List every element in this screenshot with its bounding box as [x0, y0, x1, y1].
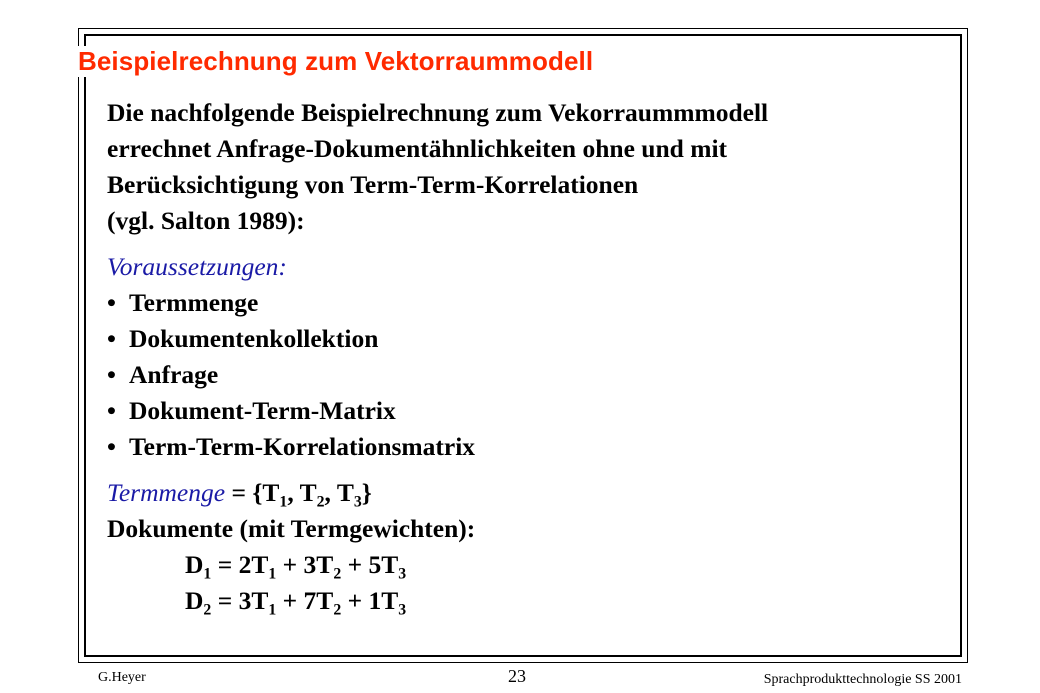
spacer — [107, 239, 952, 249]
subscript: 1 — [268, 565, 277, 583]
intro-line: Berücksichtigung von Term-Term-Korrelationen — [107, 170, 639, 199]
spacer — [107, 465, 952, 475]
prereq-list — [107, 285, 952, 465]
termmenge-text: = {T — [225, 478, 280, 507]
document-formula — [107, 547, 952, 583]
subscript: 1 — [203, 565, 212, 583]
formula-text: D — [185, 550, 204, 579]
subscript: 3 — [398, 601, 407, 619]
list-item-label: Termmenge — [129, 288, 259, 317]
subscript: 2 — [333, 565, 342, 583]
list-item — [107, 285, 952, 321]
slide-title: Beispielrechnung zum Vektorraummodell — [78, 46, 599, 77]
list-item-label: Anfrage — [129, 360, 219, 389]
list-item — [107, 429, 952, 465]
subscript: 1 — [279, 493, 288, 511]
formula-text: + 5T — [341, 550, 399, 579]
list-item — [107, 321, 952, 357]
formula-text: = 2T — [211, 550, 269, 579]
list-item-label: Term-Term-Korrelationsmatrix — [129, 432, 476, 461]
intro-line: errechnet Anfrage-Dokumentähnlichkeiten ohne und mit — [107, 134, 728, 163]
bullet-icon: • — [107, 324, 116, 353]
slide-content — [107, 95, 952, 619]
subscript: 2 — [333, 601, 342, 619]
page-number: 23 — [508, 666, 526, 686]
formula-text: = 3T — [211, 586, 269, 615]
list-item — [107, 393, 952, 429]
subscript: 2 — [316, 493, 325, 511]
termmenge-definition — [107, 475, 952, 511]
subscript: 1 — [268, 601, 277, 619]
termmenge-text: , T — [324, 478, 354, 507]
formula-text: + 7T — [276, 586, 334, 615]
list-item — [107, 357, 952, 393]
termmenge-text: } — [361, 478, 372, 507]
intro-line: Die nachfolgende Beispielrechnung zum Vekorraummmodell — [107, 98, 769, 127]
intro-paragraph — [107, 95, 952, 239]
bullet-icon: • — [107, 288, 116, 317]
subscript: 3 — [353, 493, 362, 511]
list-item-label: Dokumentenkollektion — [129, 324, 379, 353]
subscript: 2 — [203, 601, 212, 619]
footer-author: G.Heyer — [98, 670, 146, 685]
bullet-icon: • — [107, 396, 116, 425]
intro-line: (vgl. Salton 1989): — [107, 206, 305, 235]
formula-text: + 1T — [341, 586, 399, 615]
footer-course: Sprachprodukttechnologie SS 2001 — [763, 672, 962, 687]
subscript: 3 — [398, 565, 407, 583]
bullet-icon: • — [107, 432, 116, 461]
termmenge-label: Termmenge — [107, 478, 226, 507]
bullet-icon: • — [107, 360, 116, 389]
formula-text: + 3T — [276, 550, 334, 579]
termmenge-text: , T — [287, 478, 317, 507]
prereq-heading: Voraussetzungen: — [107, 252, 287, 281]
formula-text: D — [185, 586, 204, 615]
documents-heading: Dokumente (mit Termgewichten): — [107, 514, 476, 543]
document-formula — [107, 583, 952, 619]
list-item-label: Dokument-Term-Matrix — [129, 396, 396, 425]
